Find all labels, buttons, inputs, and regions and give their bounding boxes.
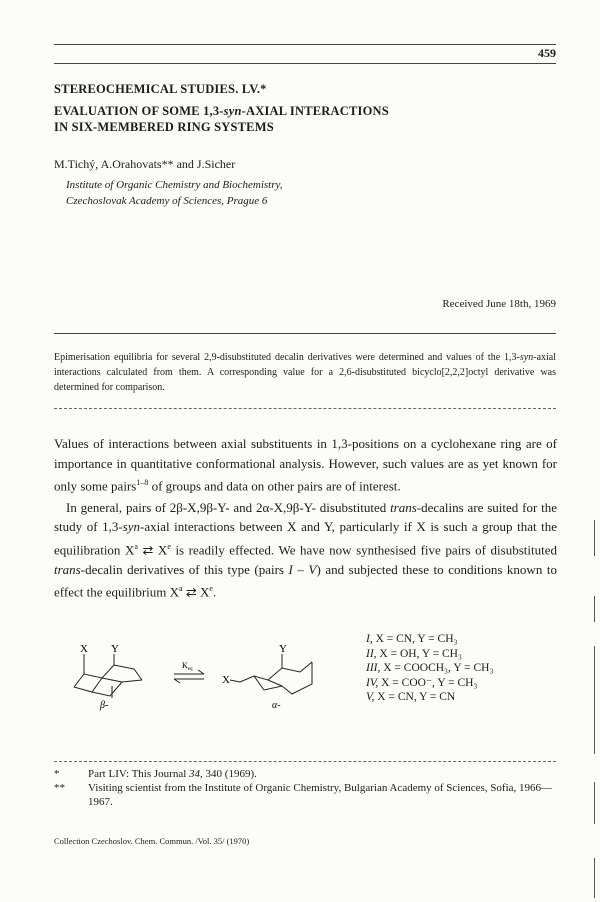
scan-margin-line (594, 858, 595, 898)
footnote-rule (54, 761, 556, 762)
p2-sup-e: e (167, 541, 171, 551)
p2-sup-a: a (134, 541, 138, 551)
scheme-alpha-label: α- (272, 700, 281, 711)
p2-f: ) and subjected these to conditions known to effect the equilibrium X (54, 561, 557, 600)
scan-margin-line (594, 782, 595, 824)
footnote-1-a: Part LIV: This Journal (88, 768, 190, 780)
header-rule-lower (54, 63, 556, 64)
paragraph-2 (54, 498, 557, 602)
p2-syn: syn (122, 519, 141, 535)
scheme-k-sub: eq (187, 667, 193, 672)
p2-b: -decalins are suited for the study of 1,3- (54, 499, 557, 535)
journal-line: Collection Czechoslov. Chem. Commun. /Vol. 35/ (1970) (54, 836, 250, 846)
p2-trans: trans (390, 499, 417, 515)
substituent-text: X = CN, Y = CH₃ (375, 633, 458, 645)
substituent-row (366, 632, 493, 647)
abstract-rule-top (54, 333, 556, 334)
footnote-2 (54, 781, 556, 809)
abstract (54, 350, 556, 395)
substituent-num: V, (366, 691, 375, 703)
substituent-row (366, 661, 493, 676)
page-number: 459 (538, 46, 556, 60)
footnote-2-text: Visiting scientist from the Institute of Organic Chemistry, Bulgarian Academy of Sciences, Sofia, 1966—1967. (88, 782, 553, 808)
p2-d: is readily effected. We have now synthesised five pairs of disubstituted (170, 542, 557, 558)
p2-arrow: ⇄ X (137, 542, 168, 558)
paragraph-1 (54, 434, 557, 496)
substituent-num: IV, (366, 676, 379, 689)
scheme-y-right: Y (279, 643, 287, 655)
substituent-row (366, 647, 493, 662)
scheme-y-left: Y (111, 643, 119, 655)
author-1: M.Tichý, (54, 157, 99, 171)
p2-sup-e2: e (209, 584, 213, 594)
substituent-list (366, 632, 493, 705)
header-rule (54, 44, 556, 45)
scan-margin-line (594, 646, 595, 754)
scheme-beta-label: β- (100, 700, 109, 711)
substituent-row (366, 676, 493, 691)
authors (54, 157, 235, 172)
author-and: and (176, 157, 194, 171)
p2-arrow-2: ⇄ X (182, 584, 210, 600)
scheme-x-right: X (222, 674, 230, 686)
abstract-syn: syn (519, 352, 534, 363)
scan-margin-line (594, 520, 595, 556)
scan-margin-line (594, 596, 595, 622)
p1-sup: 1–8 (136, 478, 149, 487)
p1-b: of groups and data on other pairs are of interest. (148, 478, 401, 494)
footnote-1-b: , 340 (1969). (200, 768, 257, 780)
p1-a: Values of interactions between axial substituents in 1,3-positions on a cyclohexane ring are of importance in quantitative conformational analysis. However, such values are as yet known for only some pairs (54, 436, 557, 494)
abstract-rule-bottom (54, 408, 556, 409)
title-line-3: IN SIX-MEMBERED RING SYSTEMS (54, 120, 274, 134)
footnote-text (88, 767, 257, 781)
substituent-num: I, (366, 633, 373, 645)
substituent-num: III, (366, 662, 381, 674)
beta-decalin-structure (74, 654, 142, 698)
scheme-k: K (182, 661, 188, 670)
substituent-text: X = COOCH₃, Y = CH₃ (383, 662, 494, 674)
footnote-1-vol: 34 (189, 768, 201, 780)
title-line-1: STEREOCHEMICAL STUDIES. LV.* (54, 82, 267, 96)
substituent-row (366, 690, 493, 705)
author-2: A.Orahovats** (100, 157, 174, 171)
title-line-2b: syn (223, 104, 242, 118)
footnotes (54, 767, 556, 809)
title-line-2a: EVALUATION OF SOME 1,3- (54, 104, 224, 118)
footnote-mark: * (54, 768, 60, 780)
p2-e: -decalin derivatives of this type (pairs (80, 561, 289, 577)
scheme-k-label (182, 661, 193, 672)
p2-trans-2: trans (54, 561, 81, 577)
p2-c: -axial interactions between X and Y, particularly if X is such a group that the equilibration X (54, 519, 557, 558)
footnote-mark: ** (54, 782, 65, 794)
abstract-b: -axial interactions calculated from them. A corresponding value for a 2,6-disubstituted bicyclo[2,2,2]octyl derivative was determined for comparison. (54, 352, 556, 393)
substituent-text: X = COO⁻, Y = CH₃ (381, 676, 478, 689)
p2-g: . (212, 584, 217, 600)
title-line-2 (54, 104, 389, 119)
title-line-2c: -AXIAL INTERACTIONS (241, 104, 389, 118)
alpha-decalin-structure (230, 654, 312, 694)
substituent-text: X = CN, Y = CN (377, 691, 456, 703)
affiliation-line-2: Czechoslovak Academy of Sciences, Prague 6 (66, 195, 268, 207)
scheme-x-left: X (80, 643, 88, 655)
author-3: J.Sicher (196, 157, 236, 171)
p2-pairs: I – V (288, 561, 317, 577)
affiliation-line-1: Institute of Organic Chemistry and Biochemistry, (66, 179, 283, 191)
substituent-text: X = OH, Y = CH₃ (379, 647, 462, 660)
abstract-a: Epimerisation equilibria for several 2,9-disubstituted decalin derivatives were determined and values of the 1,3- (54, 352, 520, 363)
received-date: Received June 18th, 1969 (442, 298, 556, 310)
equilibrium-scheme (54, 632, 354, 712)
body-text (54, 434, 557, 602)
footnote-1 (54, 767, 556, 781)
p2-sup-a2: a (179, 584, 183, 594)
p2-a: In general, pairs of 2β-X,9β-Y- and 2α-X,9β-Y- disubstituted (66, 499, 391, 515)
substituent-num: II, (366, 647, 377, 660)
